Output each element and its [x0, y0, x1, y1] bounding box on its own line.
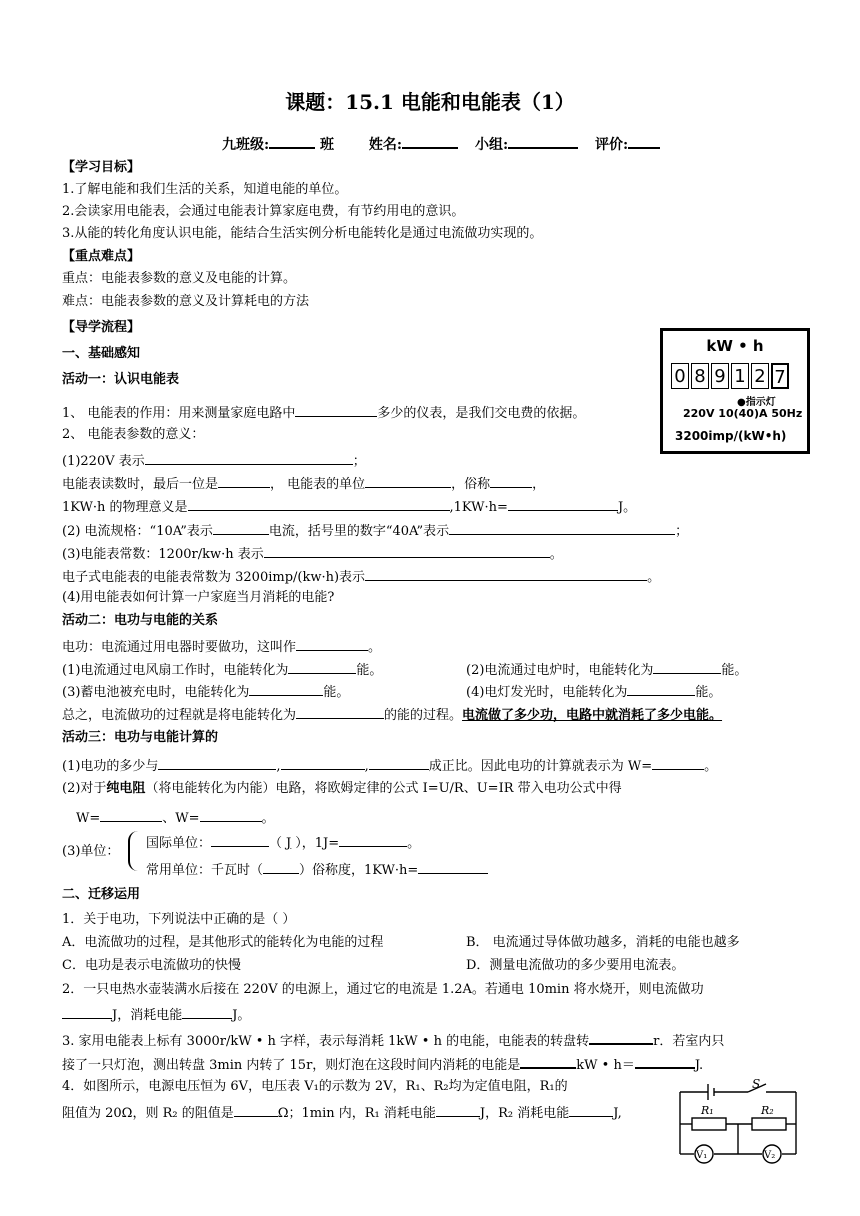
text: (1)电流通过电风扇工作时，电能转化为: [62, 663, 289, 678]
blank[interactable]: [182, 1005, 232, 1019]
meter-spec: 220V 10(40)A 50Hz: [683, 407, 803, 420]
goals-heading: 【学习目标】: [62, 160, 141, 175]
text: ,: [276, 759, 281, 774]
question-1: 1．关于电功，下列说法中正确的是（ ）: [62, 912, 296, 927]
text: 电流，括号里的数字“40A”表示: [268, 524, 450, 539]
text: 能。: [356, 663, 383, 678]
text: 总之，电流做功的过程就是将电能转化为: [62, 708, 297, 723]
text: 能。: [721, 663, 748, 678]
switch-label: S: [752, 1078, 761, 1091]
blank[interactable]: [436, 1103, 480, 1117]
blank[interactable]: [62, 1005, 112, 1019]
question-4-cont: [62, 1103, 622, 1122]
blank[interactable]: [652, 756, 704, 770]
blank[interactable]: [296, 637, 368, 651]
question-4: 4．如图所示，电源电压恒为 6V，电压表 V₁的示数为 2V，R₁、R₂均为定值电阻，R₁的: [62, 1079, 568, 1094]
text: ）俗称度，1KW·h=: [299, 863, 419, 878]
text: (1)电功的多少与: [62, 759, 159, 774]
blank[interactable]: [449, 521, 675, 535]
text: 。: [704, 759, 718, 774]
act1-line1: [62, 403, 585, 422]
blank[interactable]: [365, 567, 647, 581]
text: (3)蓄电池被充电时，电能转化为: [62, 685, 250, 700]
text: 电能表读数时，最后一位是: [62, 477, 219, 492]
text: 。: [549, 547, 563, 562]
text: J，R₂ 消耗电能: [479, 1106, 570, 1121]
text: 接了一只灯泡，测出转盘 3min 内转了 15r，则灯泡在这段时间内消耗的电能是: [62, 1058, 521, 1073]
text: kW • h＝: [576, 1058, 635, 1073]
text: 的能的过程。: [384, 708, 463, 723]
blank[interactable]: [508, 497, 618, 511]
meter-digit: 2: [751, 363, 769, 389]
eval-label: 评价:: [595, 137, 629, 153]
act2-line4: [62, 705, 722, 724]
group-blank[interactable]: [508, 134, 578, 149]
text: ，: [532, 477, 546, 492]
blank[interactable]: [369, 756, 429, 770]
meter-digit: 7: [771, 363, 789, 389]
blank[interactable]: [627, 682, 695, 696]
act3-line5: [146, 860, 488, 879]
act2-line1: [62, 637, 381, 656]
r2-label: R₂: [761, 1104, 774, 1117]
text: Ω；1min 内，R₁ 消耗电能: [277, 1106, 436, 1121]
meter-indicator-label: ●指示灯: [737, 397, 776, 408]
goal-item: 2.会读家用电能表，会通过电能表计算家庭电费，有节约用电的意识。: [62, 204, 465, 219]
blank[interactable]: [520, 1054, 576, 1069]
text: (2)对于: [62, 781, 107, 796]
text: 成正比。因此电功的计算就表示为 W=: [428, 759, 653, 774]
question-2: 2．一只电热水壶装满水后接在 220V 的电源上，通过它的电流是 1.2A。若通电 10min 将水烧开，则电流做功: [62, 982, 704, 997]
text: ；: [352, 454, 366, 469]
blank[interactable]: [490, 474, 532, 488]
blank[interactable]: [339, 833, 407, 847]
blank[interactable]: [418, 860, 488, 874]
text: J,: [613, 1106, 622, 1121]
grade-label: 九班级:: [222, 137, 270, 153]
blank[interactable]: [653, 660, 721, 674]
act1-line4: [62, 474, 545, 493]
text: J。: [617, 500, 637, 515]
activity1-title: 活动一：认识电能表: [62, 372, 180, 387]
act1-line2: 2、 电能表参数的意义：: [62, 427, 205, 442]
act1-line6: [62, 521, 688, 540]
key-focus: 重点：电能表参数的意义及电能的计算。: [62, 271, 297, 286]
text: ,1KW·h=: [449, 500, 508, 515]
activity3-title: 活动三：电功与电能计算的: [62, 730, 219, 745]
name-blank[interactable]: [402, 134, 458, 149]
answer-text: J: [286, 836, 292, 851]
option-c[interactable]: C．电功是表示电流做功的快慢: [62, 958, 241, 973]
text: 常用单位：千瓦时（: [146, 863, 264, 878]
name-label: 姓名:: [368, 137, 403, 153]
text: 。: [368, 640, 382, 655]
blank[interactable]: [234, 1103, 278, 1117]
text: ,: [364, 759, 369, 774]
act1-line3: [62, 451, 366, 470]
text: 1、 电能表的作用：用来测量家庭电路中: [62, 406, 296, 421]
text: （: [269, 836, 283, 851]
text: 能。: [695, 685, 722, 700]
question-2-cont: [62, 1005, 250, 1024]
question-3: [62, 1030, 724, 1050]
blank[interactable]: [569, 1103, 613, 1117]
option-d[interactable]: D．测量电流做功的多少要用电流表。: [466, 958, 685, 973]
text: ，俗称: [451, 477, 491, 492]
text: 。: [407, 836, 421, 851]
v2-label: V₂: [764, 1150, 776, 1161]
blank[interactable]: [281, 756, 365, 770]
act3-line2: [62, 781, 622, 797]
text: 3. 家用电能表上标有 3000r/kW • h 字样，表示每消耗 1kW • h 的电能，电能表的转盘转: [62, 1034, 590, 1049]
blank[interactable]: [589, 1030, 653, 1045]
meter-digit: 8: [691, 363, 709, 389]
v1-label: V₁: [696, 1150, 708, 1161]
activity2-title: 活动二：电功与电能的关系: [62, 613, 219, 628]
blank[interactable]: [296, 705, 384, 719]
text: ， 电能表的单位: [270, 477, 366, 492]
brace-icon: [128, 831, 140, 871]
act3-line4: [146, 833, 420, 852]
emphasis-text: 电流做了多少功，电路中就消耗了多少电能。: [462, 708, 723, 723]
text: （将电能转化为内能）电路，将欧姆定律的公式 I=U/R、U=IR 带入电功公式中得: [145, 781, 622, 796]
circuit-diagram: [668, 1078, 808, 1170]
text: (4)电灯发光时，电能转化为: [466, 685, 628, 700]
bold-term: 纯电阻: [106, 781, 146, 796]
meter-digit: 0: [671, 363, 689, 389]
blank[interactable]: [635, 1054, 695, 1069]
option-b[interactable]: B． 电流通过导体做功越多，消耗的电能也越多: [466, 935, 740, 950]
energy-meter-image: [660, 328, 810, 454]
text: 、W=: [162, 811, 200, 826]
text: J。: [232, 1008, 251, 1023]
act1-line9: (4)用电能表如何计算一户家庭当月消耗的电能?: [62, 590, 335, 605]
act1-line5: [62, 497, 636, 516]
question-3-cont: [62, 1054, 703, 1074]
text: (2)电流通过电炉时，电能转化为: [466, 663, 654, 678]
text: ），1J=: [295, 836, 340, 851]
text: J.: [694, 1058, 704, 1073]
blank[interactable]: [100, 808, 162, 822]
text: 电功：电流通过用电器时要做功，这叫作: [62, 640, 297, 655]
text: 多少的仪表，是我们交电费的依据。: [377, 406, 586, 421]
section-basic: 一、基础感知: [62, 346, 141, 361]
meter-unit: kW • h: [706, 337, 764, 355]
text: r．若室内只: [653, 1034, 725, 1049]
blank[interactable]: [295, 403, 377, 417]
section-apply: 二、迁移运用: [62, 887, 141, 902]
blank[interactable]: [211, 833, 269, 847]
blank[interactable]: [188, 497, 450, 511]
text: 。: [647, 570, 661, 585]
text: (1)220V 表示: [62, 454, 145, 469]
blank[interactable]: [145, 451, 353, 465]
act2-line2-right: [466, 660, 747, 679]
grade-blank[interactable]: [269, 134, 315, 149]
goal-item: 1.了解电能和我们生活的关系，知道电能的单位。: [62, 182, 348, 197]
act3-unit-label: (3)单位：: [62, 844, 120, 859]
blank[interactable]: [213, 521, 269, 535]
text: ；: [675, 524, 689, 539]
text: (2) 电流规格：“10A”表示: [62, 524, 213, 539]
group-label: 小组:: [474, 137, 509, 153]
eval-blank[interactable]: [628, 134, 660, 149]
blank[interactable]: [249, 682, 323, 696]
blank[interactable]: [158, 756, 276, 770]
page-title: 课题：15.1 电能和电能表（1）: [285, 90, 575, 114]
option-a[interactable]: A．电流做功的过程，是其他形式的能转化为电能的过程: [62, 935, 384, 950]
class-label: 班: [320, 137, 335, 153]
act3-line3: [76, 808, 275, 827]
text: 电子式电能表的电能表常数为 3200imp/(kw·h)表示: [62, 570, 366, 585]
text: W=: [76, 811, 101, 826]
blank[interactable]: [288, 660, 356, 674]
act2-line3-right: [466, 682, 721, 701]
blank[interactable]: [264, 544, 550, 558]
meter-digits: [671, 363, 791, 389]
blank[interactable]: [365, 474, 451, 488]
meter-digit: 1: [731, 363, 749, 389]
flow-heading: 【导学流程】: [62, 320, 141, 335]
key-difficulty: 难点：电能表参数的意义及计算耗电的方法: [62, 294, 310, 309]
text: 。: [261, 811, 275, 826]
blank[interactable]: [200, 808, 262, 822]
blank[interactable]: [263, 860, 299, 874]
text: 阻值为 20Ω，则 R₂ 的阻值是: [62, 1106, 234, 1121]
act1-line7: [62, 544, 563, 563]
act1-line8: [62, 567, 660, 586]
text: 能。: [323, 685, 350, 700]
blank[interactable]: [218, 474, 270, 488]
meter-constant: 3200imp/(kW•h): [675, 429, 787, 443]
act3-line1: [62, 756, 717, 775]
text: J，消耗电能: [112, 1008, 183, 1023]
act2-line3: [62, 682, 349, 701]
student-info-line: [222, 134, 660, 154]
act2-line2: [62, 660, 382, 679]
meter-digit: 9: [711, 363, 729, 389]
goal-item: 3.从能的转化角度认识电能，能结合生活实例分析电能转化是通过电流做功实现的。: [62, 226, 543, 241]
key-heading: 【重点难点】: [62, 249, 141, 264]
r1-label: R₁: [701, 1104, 714, 1117]
text: 国际单位：: [146, 836, 212, 851]
text: (3)电能表常数：1200r/kw·h 表示: [62, 547, 264, 562]
text: 1KW·h 的物理意义是: [62, 500, 188, 515]
